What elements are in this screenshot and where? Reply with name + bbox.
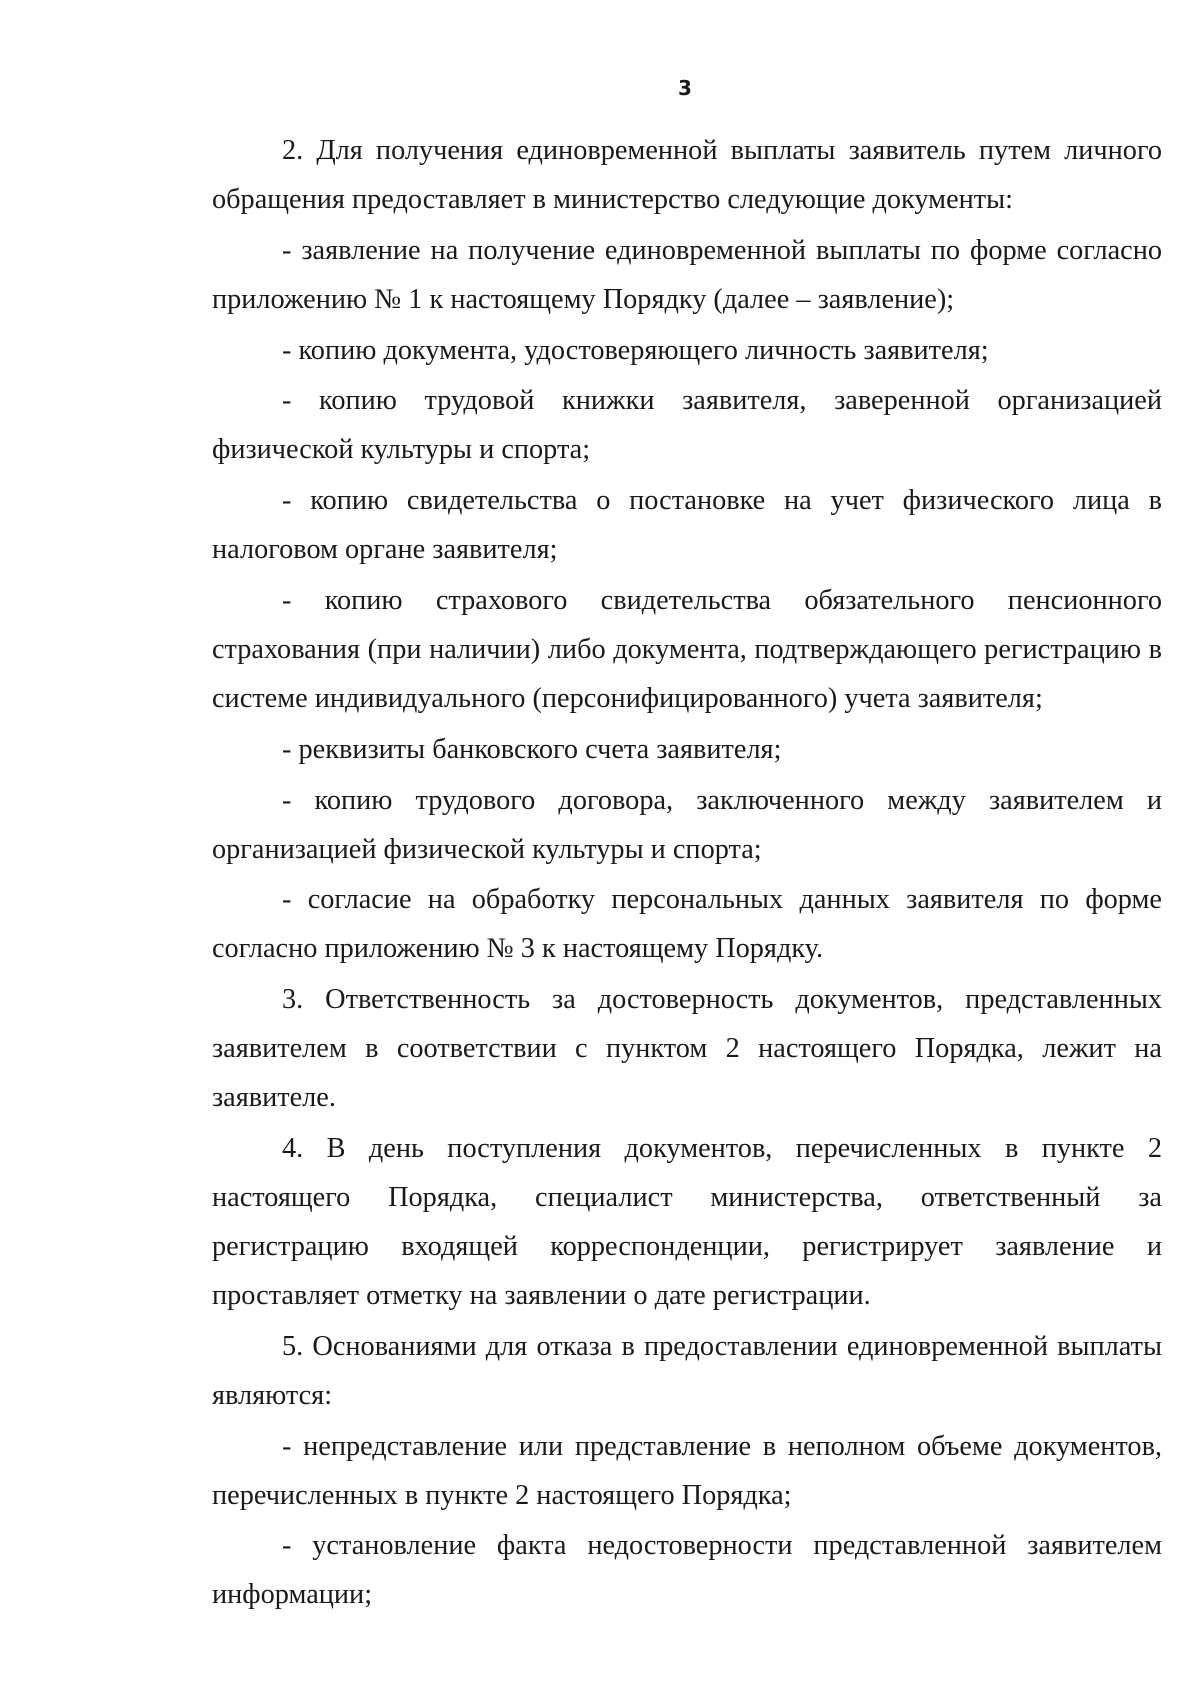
paragraph-4-registration: 4. В день поступления документов, перечисленных в пункте 2 настоящего Порядка, специалист министерства, ответственный за регистрацию входящей корреспонденции, регистрирует заявление и проставляет отметку на заявлении о дате регистрации. bbox=[212, 1132, 1162, 1311]
list-item-data-consent: - согласие на обработку персональных данных заявителя по форме согласно приложению № 3 к настоящему Порядку. bbox=[212, 884, 1162, 965]
list-item-tax-certificate: - копию свидетельства о постановке на учет физического лица в налоговом органе заявителя; bbox=[212, 485, 1162, 566]
list-item-employment-contract: - копию трудового договора, заключенного между заявителем и организацией физической культуры и спорта; bbox=[212, 784, 1162, 865]
list-item-id-copy: - копию документа, удостоверяющего личность заявителя; bbox=[282, 334, 989, 366]
list-item-incomplete-documents: - непредставление или представление в неполном объеме документов, перечисленных в пункте 2 настоящего Порядка; bbox=[212, 1430, 1162, 1511]
paragraph-2-intro: 2. Для получения единовременной выплаты заявитель путем личного обращения предоставляет в министерство следующие документы: bbox=[212, 135, 1162, 215]
page-number: 3 bbox=[678, 76, 692, 100]
paragraph-3-responsibility: 3. Ответственность за достоверность документов, представленных заявителем в соответствии с пунктом 2 настоящего Порядка, лежит на заявителе. bbox=[212, 984, 1162, 1114]
paragraph-5-refusal-grounds: 5. Основаниями для отказа в предоставлении единовременной выплаты являются: bbox=[212, 1330, 1162, 1411]
list-item-workbook-copy: - копию трудовой книжки заявителя, заверенной организацией физической культуры и спорта; bbox=[212, 385, 1162, 466]
list-item-application: - заявление на получение единовременной выплаты по форме согласно приложению № 1 к настоящему Порядку (далее – заявление); bbox=[212, 234, 1162, 315]
list-item-pension-certificate: - копию страхового свидетельства обязательного пенсионного страхования (при наличии) либо документа, подтверждающего регистрацию в системе индивидуального (персонифицированного) учета заявителя; bbox=[212, 584, 1162, 714]
list-item-false-information: - установление факта недостоверности представленной заявителем информации; bbox=[212, 1530, 1162, 1611]
list-item-bank-details: - реквизиты банковского счета заявителя; bbox=[282, 733, 782, 765]
document-body bbox=[212, 126, 1162, 1621]
